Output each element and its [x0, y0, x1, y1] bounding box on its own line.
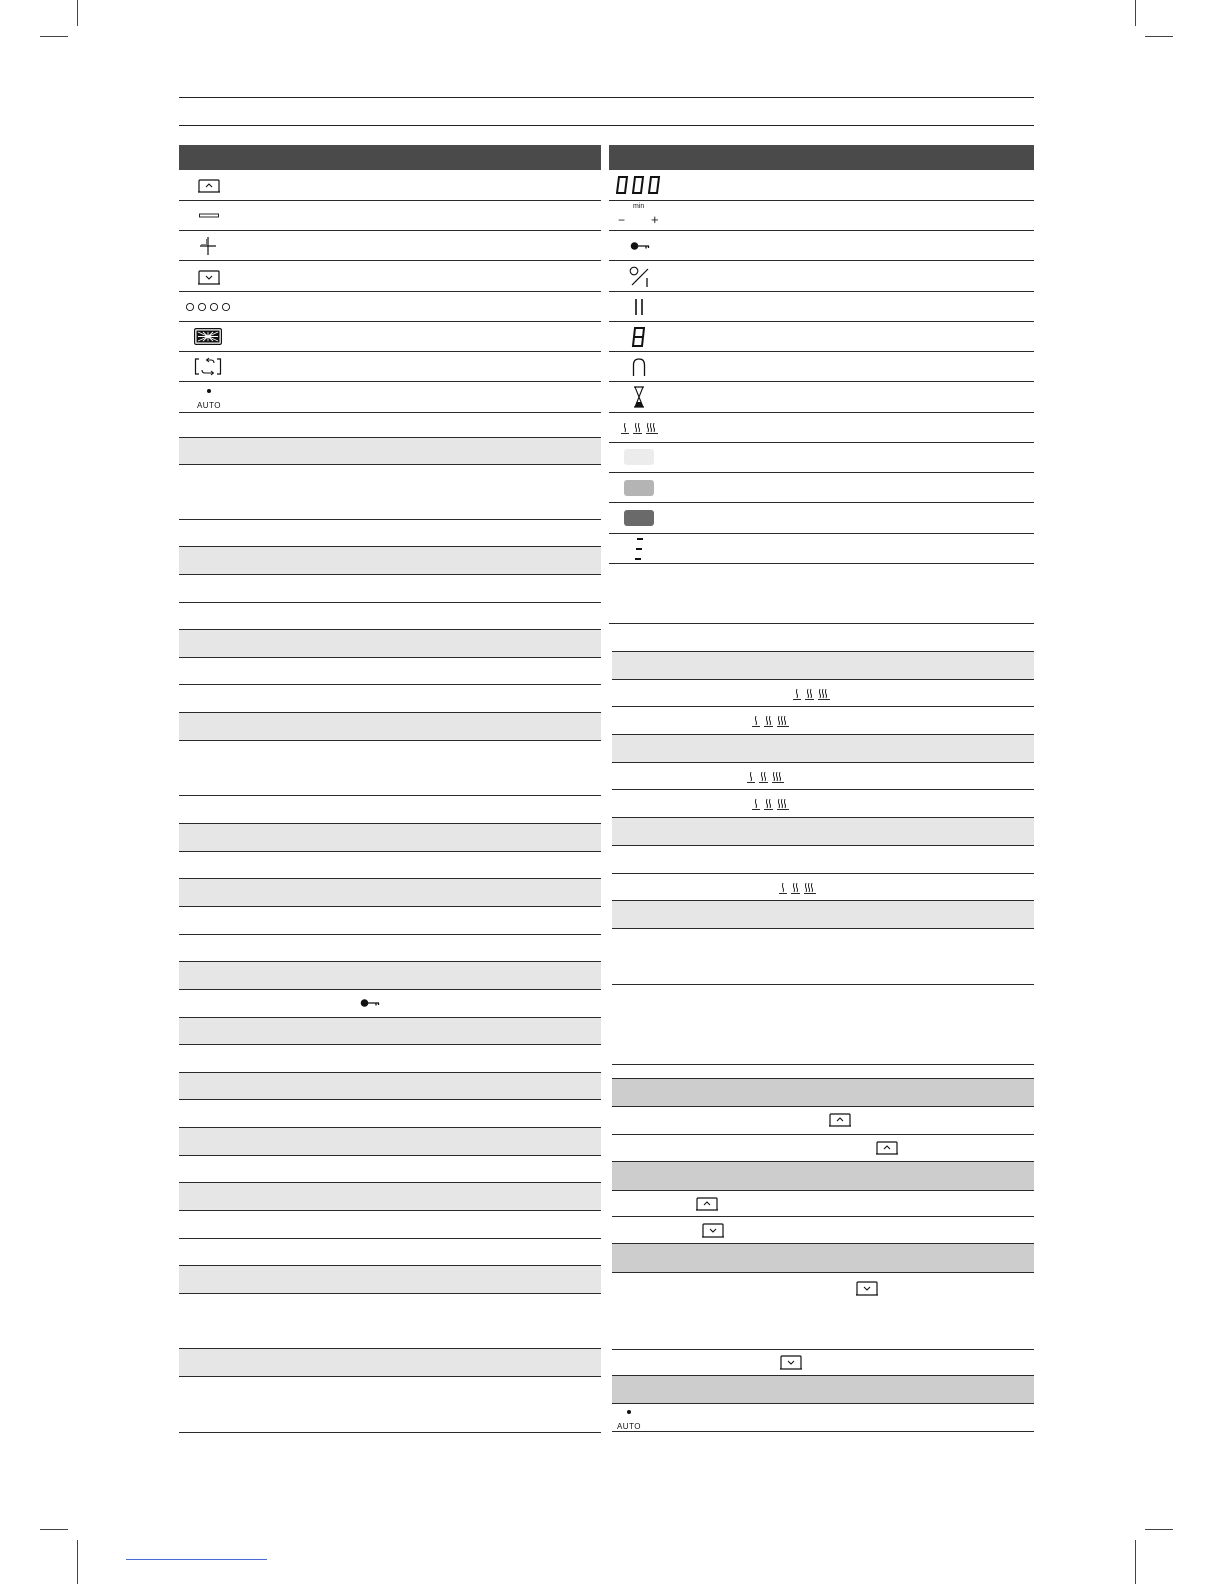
oven-down-icon: [780, 1355, 802, 1370]
text-row: [179, 603, 601, 630]
heat-levels-icon: [793, 688, 831, 700]
control-row: [179, 201, 601, 231]
text-row: [179, 465, 601, 520]
auto-label: AUTO: [616, 1422, 642, 1431]
section-heading-row: [179, 1349, 601, 1377]
section-heading-row: [179, 438, 601, 465]
section-heading-row: [179, 1266, 601, 1294]
text-row: [179, 907, 601, 935]
oven-down-icon: [702, 1223, 724, 1238]
section-heading-row: [179, 1183, 601, 1211]
crop-mark: [40, 36, 68, 37]
text-row: [179, 1211, 601, 1239]
section-heading-row: [179, 630, 601, 658]
text-row: [612, 874, 1034, 901]
crop-mark: [1135, 0, 1136, 26]
grid-pattern-icon: [194, 328, 222, 345]
plus-label: +: [651, 212, 659, 227]
text-row: [612, 985, 1034, 1065]
digital-display-icon: [616, 175, 664, 195]
crop-mark: [77, 1540, 78, 1584]
crop-mark: [77, 0, 78, 26]
section-heading-row: [179, 824, 601, 852]
text-row: [612, 680, 1034, 707]
footer-link[interactable]: [126, 1559, 267, 1560]
display-row: [609, 322, 1034, 352]
control-row: [179, 261, 601, 292]
crop-mark: [1145, 1529, 1173, 1530]
heat-levels-icon: [747, 771, 785, 783]
light-swatch-icon: [624, 449, 654, 465]
heat-levels-icon: [779, 882, 817, 894]
control-row: [179, 322, 601, 352]
text-row: [179, 1239, 601, 1266]
section-heading-row: [612, 1376, 1034, 1404]
control-row: [179, 292, 601, 322]
text-row: [179, 685, 601, 713]
section-heading-row: [612, 735, 1034, 763]
dark-swatch-icon: [624, 510, 654, 526]
display-row: [609, 170, 1034, 201]
oven-down-icon: [198, 270, 220, 285]
right-column: [609, 145, 1034, 1435]
control-row: [179, 231, 601, 261]
text-row: [612, 1065, 1034, 1078]
section-heading-row: [612, 818, 1034, 846]
oven-up-icon: [198, 179, 220, 193]
section-heading-row: [179, 962, 601, 990]
display-row: [609, 413, 1034, 443]
display-row: [609, 473, 1034, 503]
display-row: [609, 292, 1034, 322]
seven-segment-icon: [631, 326, 647, 348]
control-row: [179, 352, 601, 382]
text-row: [612, 1273, 1034, 1350]
section-heading-row: [612, 652, 1034, 680]
arch-icon: [632, 358, 646, 376]
control-row: [179, 170, 601, 201]
text-row: [179, 575, 601, 603]
text-row: [612, 1404, 1034, 1432]
auto-label: AUTO: [196, 401, 222, 410]
text-row: [612, 1135, 1034, 1162]
text-row: [609, 564, 1034, 624]
text-row: [612, 846, 1034, 874]
text-row: [179, 1100, 601, 1128]
auto-icon: [195, 389, 223, 413]
minus-icon: [199, 213, 219, 219]
control-row: [179, 382, 601, 413]
auto-icon: [614, 1410, 644, 1434]
text-row: [179, 935, 601, 962]
section-heading-row: [179, 713, 601, 741]
display-row: [609, 352, 1034, 382]
rotate-icon: [194, 357, 222, 376]
heat-levels-icon: [621, 422, 659, 434]
text-row: [179, 1156, 601, 1183]
crop-mark: [1135, 1540, 1136, 1584]
text-row: [612, 1350, 1034, 1376]
left-table-header: [179, 145, 601, 170]
min-minus-plus-icon: [617, 203, 663, 229]
minus-label: −: [618, 213, 626, 227]
hourglass-icon: [633, 386, 645, 408]
segment-level-icon: [633, 537, 645, 561]
display-row: [609, 534, 1034, 564]
heat-levels-icon: [752, 798, 790, 810]
percent-toggle-icon: [629, 266, 651, 288]
text-row: [179, 658, 601, 685]
crop-mark: [1145, 36, 1173, 37]
header-rule: [179, 97, 1034, 98]
text-row: [179, 520, 601, 547]
right-table-header: [609, 145, 1034, 170]
text-row: [612, 1107, 1034, 1135]
section-heading-row: [179, 1128, 601, 1156]
text-row: [612, 624, 1034, 652]
text-row: [612, 929, 1034, 985]
text-row: [179, 796, 601, 824]
key-icon: [360, 998, 380, 1008]
text-row: [179, 1377, 601, 1433]
four-circles-icon: [185, 302, 233, 312]
text-row: [179, 990, 601, 1018]
plus-icon: [200, 237, 216, 255]
pause-icon: [634, 298, 644, 316]
display-row: [609, 382, 1034, 413]
display-row: [609, 231, 1034, 261]
text-row: [612, 790, 1034, 818]
section-heading-row: [612, 1162, 1034, 1191]
medium-swatch-icon: [624, 480, 654, 496]
section-heading-row: [612, 1244, 1034, 1273]
text-row: [179, 741, 601, 796]
text-row: [179, 1294, 601, 1349]
section-heading-row: [179, 1018, 601, 1045]
min-label: min: [633, 203, 645, 210]
section-heading-row: [179, 879, 601, 907]
text-row: [612, 707, 1034, 735]
section-heading-row: [612, 901, 1034, 929]
section-heading-row: [179, 1073, 601, 1100]
header-rule: [179, 125, 1034, 126]
display-row: [609, 261, 1034, 292]
text-row: [179, 852, 601, 879]
oven-up-icon: [876, 1141, 898, 1155]
oven-down-icon: [856, 1281, 878, 1296]
crop-mark: [40, 1529, 68, 1530]
heat-levels-icon: [752, 715, 790, 727]
oven-up-icon: [829, 1113, 851, 1127]
display-row: [609, 443, 1034, 473]
left-column: [179, 145, 601, 1435]
text-row: [179, 1045, 601, 1073]
text-row: [179, 413, 601, 438]
section-heading-row: [612, 1078, 1034, 1107]
display-row: [609, 503, 1034, 534]
display-row: [609, 201, 1034, 231]
text-row: [612, 763, 1034, 790]
key-icon: [630, 241, 650, 251]
text-row: [612, 1191, 1034, 1217]
oven-up-icon: [696, 1197, 718, 1211]
section-heading-row: [179, 547, 601, 575]
text-row: [612, 1217, 1034, 1244]
